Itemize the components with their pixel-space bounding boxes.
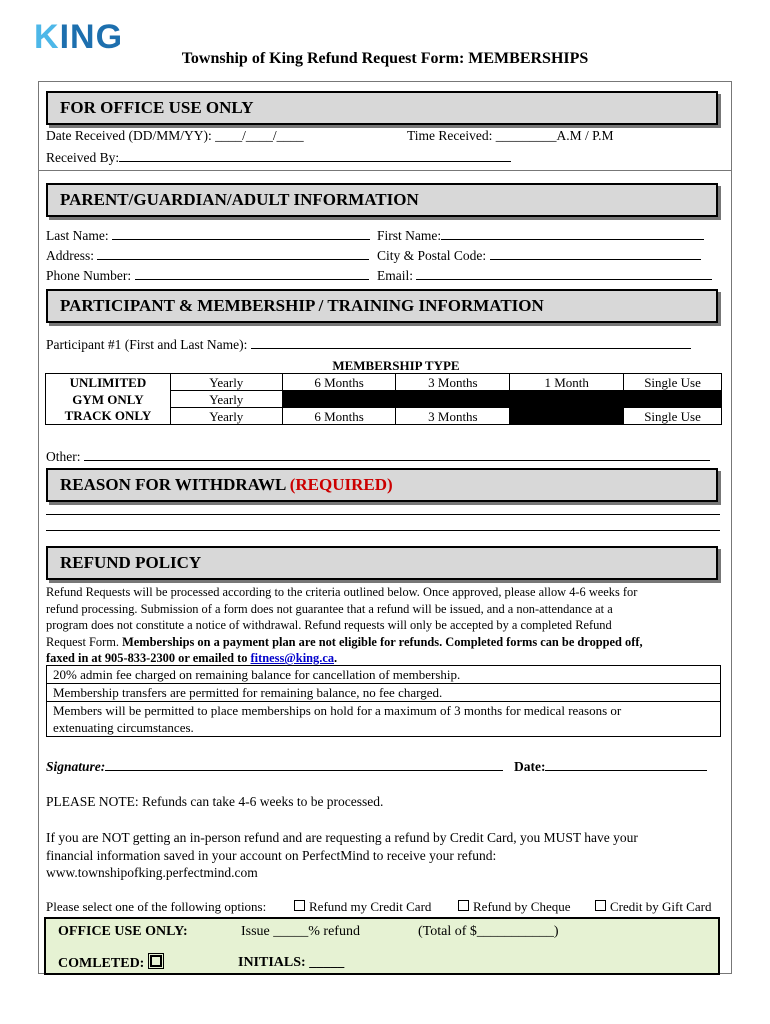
date-field[interactable] [545, 758, 707, 771]
reason-header [46, 468, 718, 502]
address-row[interactable] [46, 247, 369, 264]
blocked-cell [282, 391, 396, 408]
other-row[interactable] [46, 448, 710, 465]
row-label-track: TRACK ONLY [46, 408, 171, 425]
policy-line-4b: Memberships on a payment plan are not eligible for refunds. Completed forms can be dropped off, [122, 634, 643, 649]
membership-type-heading: MEMBERSHIP TYPE [332, 357, 460, 373]
completed-row[interactable] [58, 955, 162, 972]
row-label-unlimited: UNLIMITED [46, 374, 171, 391]
king-logo: KING [34, 18, 124, 56]
policy-line-4a: Request Form. [46, 634, 123, 649]
table-row [46, 391, 722, 408]
option-unlimited-1month[interactable]: 1 Month [510, 374, 624, 391]
issue-refund[interactable]: Issue _____% refund [241, 924, 360, 939]
first-name-row[interactable] [377, 227, 704, 244]
address-field[interactable] [97, 247, 369, 260]
option-gift-card-label: Credit by Gift Card [610, 899, 712, 914]
completed-label: COMLETED: [58, 956, 145, 971]
signature-field[interactable] [105, 758, 503, 771]
total-amount[interactable]: (Total of $___________) [418, 924, 559, 939]
credit-line-2: financial information saved in your account on PerfectMind to receive your refund: [46, 847, 497, 863]
other-label: Other: [46, 449, 81, 464]
city-field[interactable] [490, 247, 701, 260]
first-name-field[interactable] [441, 227, 704, 240]
policy-line-5a: faxed in at 905-833-2300 or emailed to [46, 651, 251, 665]
rule-3-line-1: Members will be permitted to place memberships on hold for a maximum of 3 months for medical reasons or [53, 703, 622, 718]
email-row[interactable] [377, 267, 712, 284]
checkbox-icon[interactable] [150, 955, 162, 967]
office-bottom-label: OFFICE USE ONLY: [58, 924, 188, 939]
options-prompt: Please select one of the following options: [46, 899, 267, 914]
participant1-label: Participant #1 (First and Last Name): [46, 337, 248, 352]
rule-1: 20% admin fee charged on remaining balance for cancellation of membership. [47, 666, 721, 684]
participant1-row[interactable] [46, 336, 691, 353]
date-row[interactable] [514, 758, 707, 775]
initials-field[interactable]: INITIALS: _____ [238, 955, 345, 970]
divider [38, 170, 732, 171]
address-label: Address: [46, 248, 94, 263]
signature-row[interactable] [46, 758, 503, 775]
blocked-cell [396, 391, 510, 408]
option-credit-card-label: Refund my Credit Card [309, 899, 432, 914]
table-row [46, 408, 722, 425]
rule-2: Membership transfers are permitted for remaining balance, no fee charged. [47, 684, 721, 702]
phone-row[interactable] [46, 267, 369, 284]
blocked-cell [510, 391, 624, 408]
policy-line-4 [46, 634, 726, 651]
received-by-field[interactable] [119, 149, 511, 162]
first-name-label: First Name: [377, 228, 442, 243]
policy-rules [46, 665, 721, 737]
option-cheque[interactable] [458, 899, 570, 915]
rule-3-line-2: extenuating circumstances. [53, 720, 194, 735]
checkbox-icon[interactable] [294, 900, 305, 911]
policy-line-2: refund processing. Submission of a form does not guarantee that a refund will be issued, and a non-attendance at a [46, 601, 613, 616]
option-unlimited-single[interactable]: Single Use [624, 374, 722, 391]
policy-line-5b: . [334, 651, 338, 665]
option-unlimited-6months[interactable]: 6 Months [282, 374, 396, 391]
rule-3 [47, 702, 721, 737]
policy-line-3: program does not constitute a notice of withdrawal. Refund requests will only be accepted by a completed Refund [46, 618, 612, 632]
option-credit-card[interactable] [294, 899, 431, 915]
checkbox-icon[interactable] [595, 900, 606, 911]
policy-line-1: Refund Requests will be processed according to the criteria outlined below. Once approved, please allow 4-6 weeks for [46, 585, 638, 599]
last-name-field[interactable] [112, 227, 370, 240]
option-cheque-label: Refund by Cheque [473, 899, 571, 914]
option-track-yearly[interactable]: Yearly [170, 408, 282, 425]
table-row [46, 374, 722, 391]
blocked-cell [510, 408, 624, 425]
participant1-field[interactable] [251, 336, 691, 349]
option-track-6months[interactable]: 6 Months [282, 408, 396, 425]
policy-text [46, 584, 726, 667]
policy-header: REFUND POLICY [46, 546, 718, 580]
option-track-single[interactable]: Single Use [624, 408, 722, 425]
reason-line-2[interactable] [46, 530, 720, 531]
participant-header: PARTICIPANT & MEMBERSHIP / TRAINING INFORMATION [46, 289, 718, 323]
reason-line-1[interactable] [46, 514, 720, 515]
credit-line-3: www.townshipofking.perfectmind.com [46, 865, 258, 880]
logo-text-rest: ING [59, 18, 124, 56]
received-by-label: Received By: [46, 150, 120, 165]
option-gym-yearly[interactable]: Yearly [170, 391, 282, 408]
checkbox-icon[interactable] [458, 900, 469, 911]
option-track-3months[interactable]: 3 Months [396, 408, 510, 425]
required-tag: (REQUIRED) [289, 475, 393, 494]
email-field[interactable] [416, 267, 712, 280]
phone-label: Phone Number: [46, 268, 132, 283]
date-received[interactable]: Date Received (DD/MM/YY): ____/____/____ [46, 128, 304, 143]
row-label-gym: GYM ONLY [46, 391, 171, 408]
received-by-row[interactable] [46, 149, 511, 166]
other-field[interactable] [84, 448, 710, 461]
date-label: Date: [514, 759, 546, 774]
signature-label: Signature: [46, 759, 106, 774]
city-label: City & Postal Code: [377, 248, 487, 263]
refund-note: PLEASE NOTE: Refunds can take 4-6 weeks to be processed. [46, 794, 384, 809]
reason-header-text: REASON FOR WITHDRAWL [60, 475, 290, 494]
blocked-cell [624, 391, 722, 408]
email-label: Email: [377, 268, 413, 283]
parent-header: PARENT/GUARDIAN/ADULT INFORMATION [46, 183, 718, 217]
office-header: FOR OFFICE USE ONLY [46, 91, 718, 125]
email-link[interactable]: fitness@king.ca [250, 651, 335, 665]
credit-card-note [46, 829, 638, 882]
last-name-label: Last Name: [46, 228, 109, 243]
time-received[interactable]: Time Received: _________A.M / P.M [407, 128, 614, 143]
option-gift-card[interactable] [595, 899, 711, 915]
membership-table [45, 357, 722, 425]
form-title: Township of King Refund Request Form: MEMBERSHIPS [181, 50, 589, 67]
phone-field[interactable] [135, 267, 369, 280]
option-unlimited-yearly[interactable]: Yearly [170, 374, 282, 391]
option-unlimited-3months[interactable]: 3 Months [396, 374, 510, 391]
last-name-row[interactable] [46, 227, 370, 244]
city-row[interactable] [377, 247, 701, 264]
credit-line-1: If you are NOT getting an in-person refund and are requesting a refund by Credit Card, you MUST have your [46, 830, 638, 845]
